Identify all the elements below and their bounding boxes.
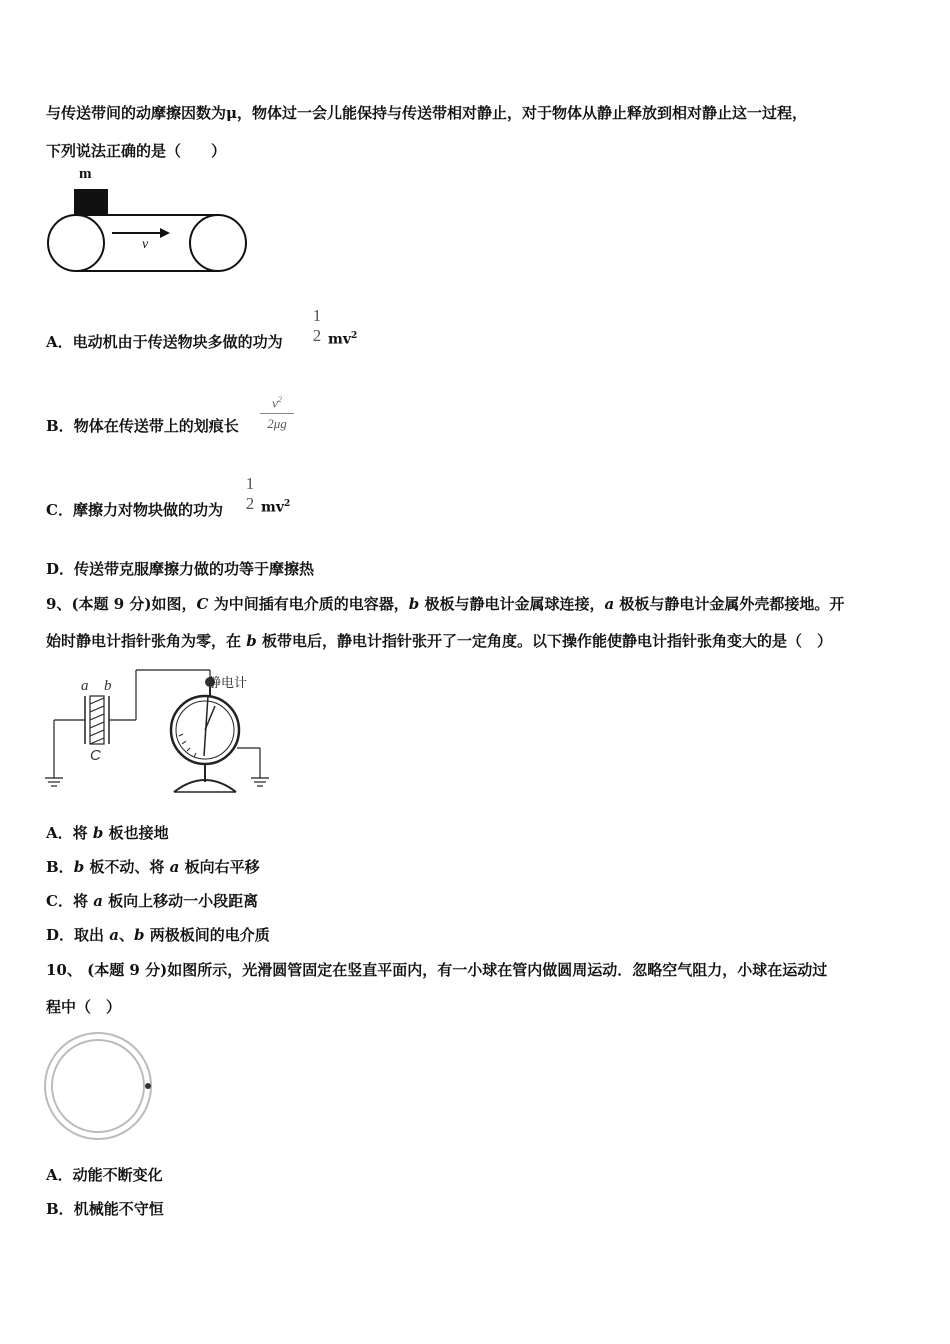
q9-option-c[interactable]: C．将 a 板向上移动一小段距离 bbox=[46, 892, 259, 910]
electroscope-label: 静电计 bbox=[208, 676, 248, 691]
ball bbox=[145, 1083, 151, 1089]
q9-stem-line1: 9、(本题 9 分)如图，C 为中间插有电介质的电容器，b 极板与静电计金属球连接，a 极板与静电计金属外壳都接地。开 bbox=[46, 595, 845, 613]
q9-stem-line2: 始时静电计指针张角为零，在 b 板带电后，静电计指针张开了一定角度。以下操作能使静电计指针张角变大的是（ ） bbox=[46, 632, 832, 650]
q8-c-fraction: 1 2 bbox=[245, 474, 255, 513]
tube-outer bbox=[45, 1033, 151, 1139]
circular-tube-figure bbox=[44, 1030, 159, 1145]
q8-c-tail: $mv^2$ bbox=[261, 499, 291, 516]
q8-option-a[interactable]: A．电动机由于传送物块多做的功为 bbox=[46, 333, 283, 351]
q8-a-tail: $mv^2$ bbox=[328, 331, 358, 348]
right-pulley bbox=[190, 215, 246, 271]
plate-b-label: b bbox=[104, 678, 112, 694]
q8-stem-line1: 与传送带间的动摩擦因数为μ，物体过一会儿能保持与传送带相对静止，对于物体从静止释放到相对静止这一过程， bbox=[46, 104, 807, 122]
q10-stem-line1: 10、 (本题 9 分)如图所示，光滑圆管固定在竖直平面内，有一小球在管内做圆周运动．忽略空气阻力，小球在运动过 bbox=[46, 961, 828, 979]
q8-a-fraction: 1 2 bbox=[312, 306, 322, 345]
q10-option-a[interactable]: A．动能不断变化 bbox=[46, 1166, 163, 1184]
q8-stem-line2: 下列说法正确的是（ ） bbox=[46, 142, 227, 160]
q8-option-b[interactable]: B．物体在传送带上的划痕长 bbox=[46, 417, 239, 435]
conveyor-belt-figure bbox=[46, 165, 256, 275]
q8-option-c[interactable]: C．摩擦力对物块做的功为 bbox=[46, 501, 223, 519]
q9-option-a[interactable]: A．将 b 板也接地 bbox=[46, 824, 169, 842]
q8-option-d[interactable]: D．传送带克服摩擦力做的功等于摩擦热 bbox=[46, 560, 315, 578]
velocity-label: v bbox=[142, 237, 149, 252]
q10-stem-line2: 程中（ ） bbox=[46, 998, 122, 1016]
q10-option-b[interactable]: B．机械能不守恒 bbox=[46, 1200, 164, 1218]
q9-option-b[interactable]: B．b 板不动、将 a 板向右平移 bbox=[46, 858, 260, 876]
capacitor-electroscope-figure bbox=[42, 668, 282, 798]
block bbox=[74, 189, 108, 215]
capacitor-label: C bbox=[90, 747, 101, 764]
plate-a-label: a bbox=[81, 678, 89, 694]
left-pulley bbox=[48, 215, 104, 271]
q9-option-d[interactable]: D．取出 a、b 两极板间的电介质 bbox=[46, 926, 270, 944]
block-mass-label: m bbox=[79, 166, 92, 182]
q8-b-fraction: $v^2$ 2μg bbox=[260, 391, 294, 433]
tube-inner bbox=[52, 1040, 144, 1132]
